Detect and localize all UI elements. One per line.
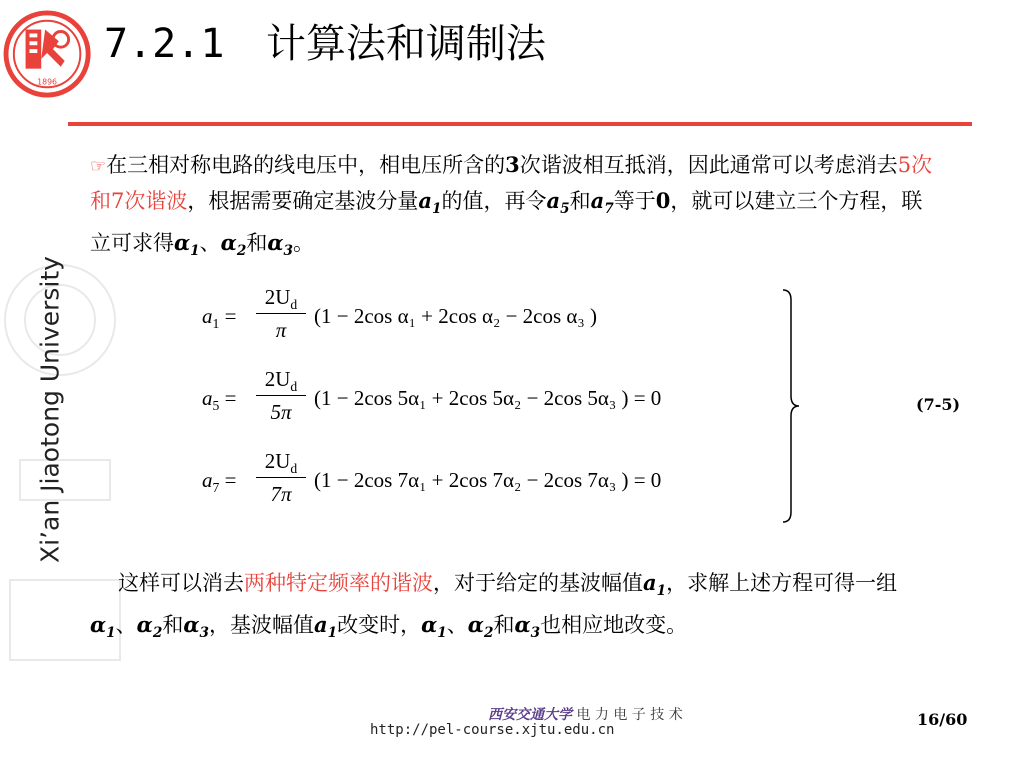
highlight-two-harmonics: 两种特定频率的谐波 — [244, 571, 433, 595]
footer-url: http://pel-course.xjtu.edu.cn — [370, 722, 615, 738]
intro-paragraph: ☞在三相对称电路的线电压中，相电压所含的3次谐波相互抵消，因此通常可以考虑消去5次和7次谐波，根据需要确定基波分量$a_1$的值，再令$a_5$和$a_7$等于0，就可以建立三个方程，联立可求得$\alpha_1$、$\alpha_2$和$\alpha_3$。 — [90, 152, 933, 260]
equation-a1: $a_1$ = $2U_d$ π (1 − 2cos α₁ + 2cos α₂ − 2cos α₃ ) — [202, 285, 597, 342]
section-title: 计算法和调制法 — [265, 21, 546, 67]
pointing-hand-icon: ☞ — [90, 156, 107, 177]
equation-a5: $a_5$ = $2U_d$ 5π (1 − 2cos 5α₁ + 2cos 5α₂ − 2cos 5α₃ ) = 0 — [202, 367, 662, 424]
right-brace — [781, 288, 811, 524]
title-divider — [68, 122, 972, 126]
section-number: 7.2.1 — [104, 21, 225, 67]
highlight-5th-7th-harmonics: 5次和7次谐波 — [90, 153, 933, 213]
page-number: 16/60 — [917, 710, 968, 729]
footer-course-title: 西安交通大学 电 力 电 子 技 术 — [488, 707, 683, 723]
slide-title — [104, 12, 546, 69]
logo-year: 1896 — [37, 77, 58, 87]
equation-number: (7-5) — [916, 395, 961, 414]
university-watermark-text: Xi’an Jiaotong University — [35, 256, 65, 563]
conclusion-paragraph: 这样可以消去两种特定频率的谐波，对于给定的基波幅值$a_1$，求解上述方程可得一组$\alpha_1$、$\alpha_2$和$\alpha_3$，基波幅值$a_1$改变时，$\alpha_1$、$\alpha_2$和$\alpha_3$也相应地改变。 — [90, 570, 898, 642]
xjtu-logo — [2, 10, 100, 98]
equation-a7: $a_7$ = $2U_d$ 7π (1 − 2cos 7α₁ + 2cos 7α₂ − 2cos 7α₃ ) = 0 — [202, 449, 662, 506]
equation-system — [196, 282, 816, 527]
